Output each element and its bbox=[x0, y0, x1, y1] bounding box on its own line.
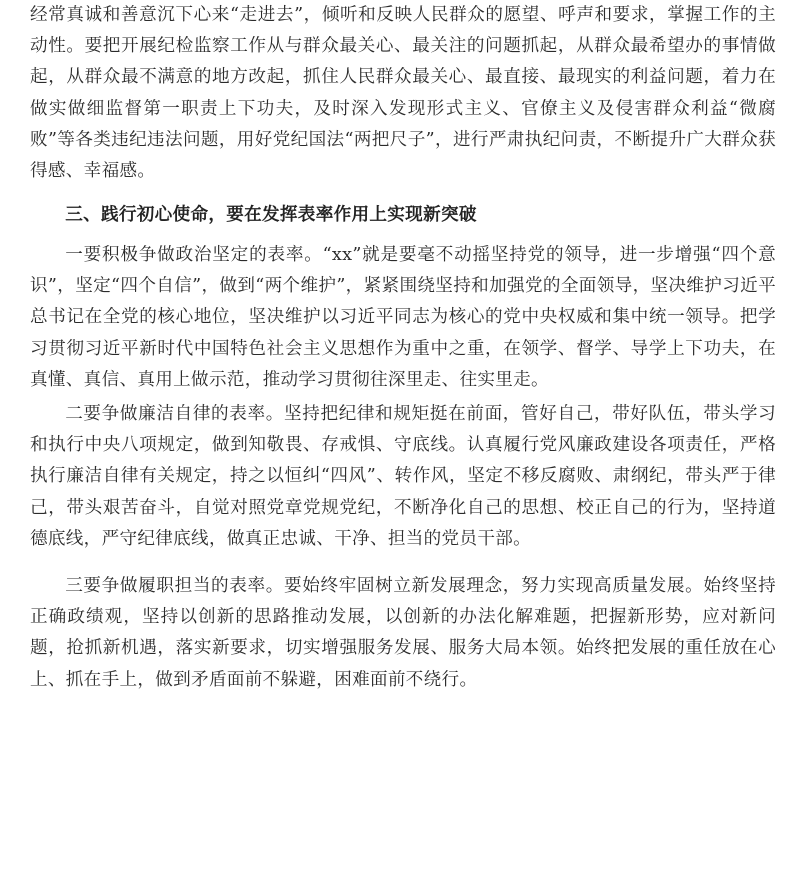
section-heading: 三、践行初心使命，要在发挥表率作用上实现新突破 bbox=[65, 204, 477, 225]
paragraph-political-firmness: 一要积极争做政治坚定的表率。“xx”就是要毫不动摇坚持党的领导，进一步增强“四个意识”，坚定“四个自信”，做到“两个维护”，紧紧围绕坚持和加强党的全面领导，坚决维护习近平总书记在全党的核心地位，坚决维护以习近平同志为核心的党中央权威和集中统一领导。把学习贯彻习近平新时代中国特色社会主义思想作为重中之重，在领学、督学、导学上下功夫，在真懂、真信、真用上做示范，推动学习贯彻往深里走、往实里走。 bbox=[30, 245, 776, 390]
paragraph-integrity-self-discipline: 二要争做廉洁自律的表率。坚持把纪律和规矩挺在前面，管好自己，带好队伍，带头学习和执行中央八项规定，做到知敬畏、存戒惧、守底线。认真履行党风廉政建设各项责任，严格执行廉洁自律有关规定，持之以恒纠“四风”、转作风，坚定不移反腐败、肃纲纪，带头严于律己，带头艰苦奋斗，自觉对照党章党规党纪，不断净化自己的思想、校正自己的行为，坚持道德底线，严守纪律底线，做真正忠诚、干净、担当的党员干部。 bbox=[30, 404, 776, 549]
paragraph-continuation: 经常真诚和善意沉下心来“走进去”，倾听和反映人民群众的愿望、呼声和要求，掌握工作的主动性。要把开展纪检监察工作从与群众最关心、最关注的问题抓起，从群众最希望办的事情做起，从群众最不满意的地方改起，抓住人民群众最关心、最直接、最现实的利益问题，着力在做实做细监督第一职责上下功夫，及时深入发现形式主义、官僚主义及侵害群众利益“微腐败”等各类违纪违法问题，用好党纪国法“两把尺子”，进行严肃执纪问责，不断提升广大群众获得感、幸福感。 bbox=[30, 5, 776, 182]
paragraph-duty-responsibility: 三要争做履职担当的表率。要始终牢固树立新发展理念，努力实现高质量发展。始终坚持正确政绩观，坚持以创新的思路推动发展，以创新的办法化解难题，把握新形势，应对新问题，抢抓新机遇，落实新要求，切实增强服务发展、服务大局本领。始终把发展的重任放在心上、抓在手上，做到矛盾面前不躲避，困难面前不绕行。 bbox=[30, 576, 776, 690]
